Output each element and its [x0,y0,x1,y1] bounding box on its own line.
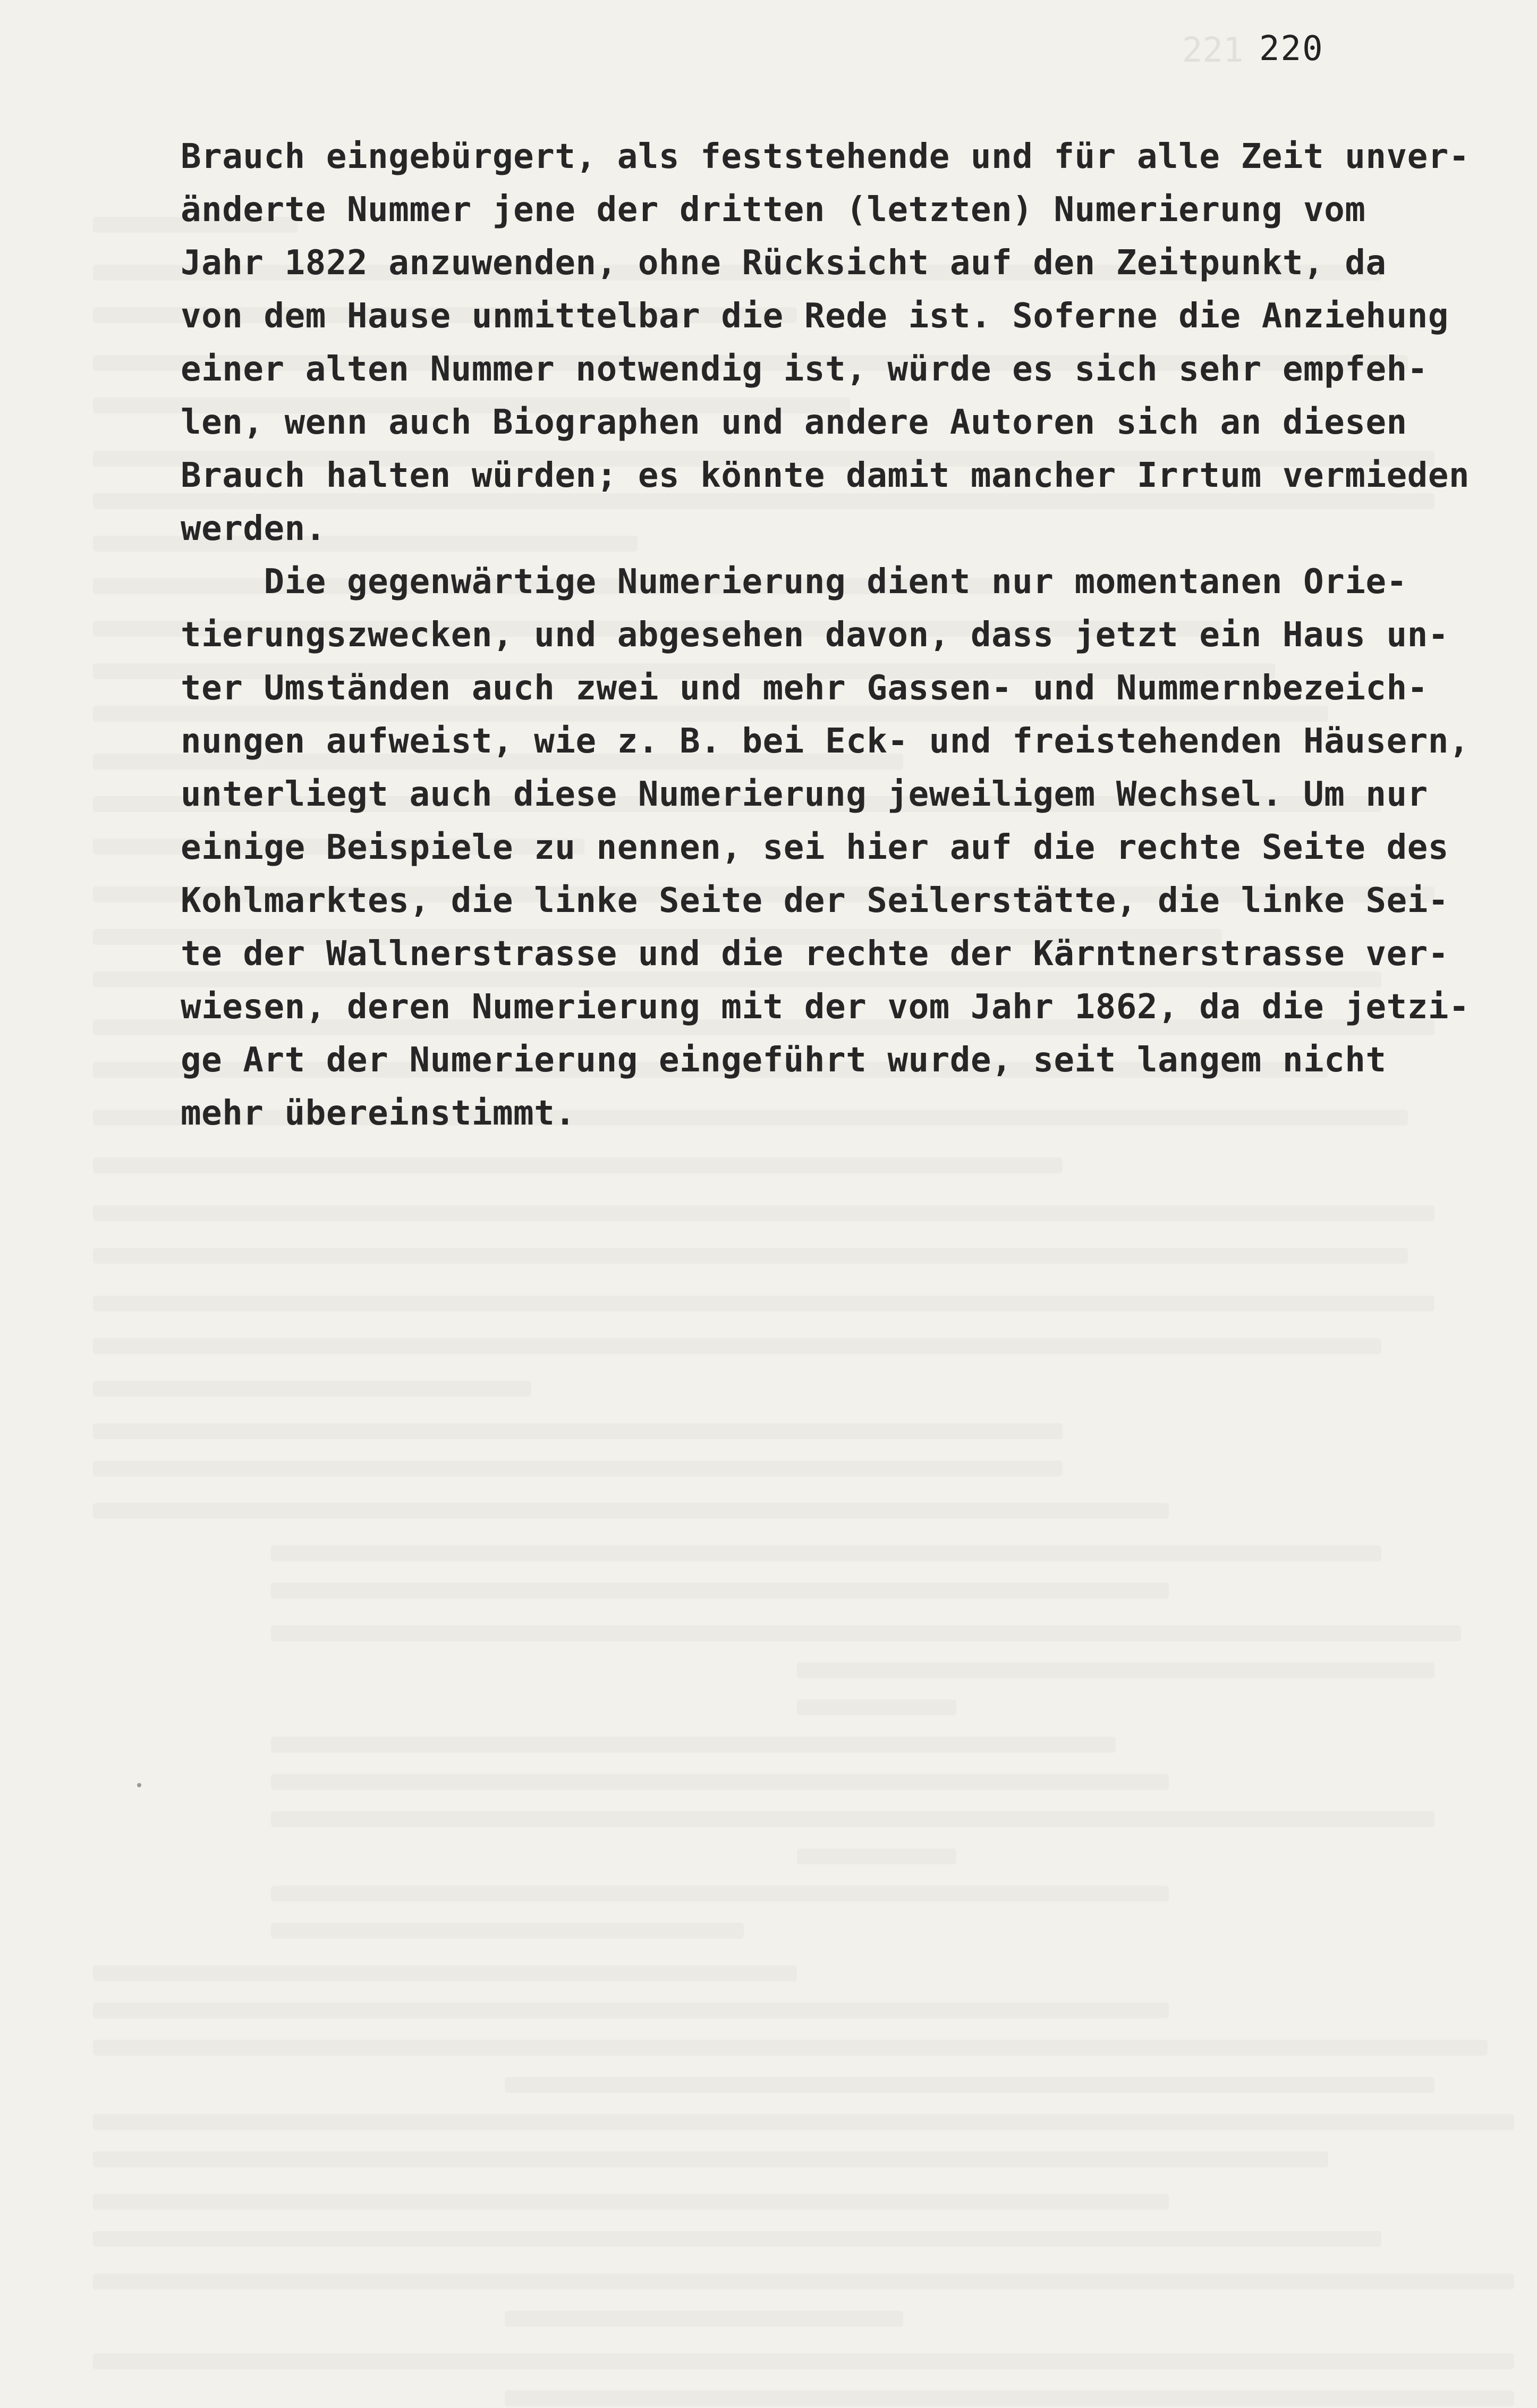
bleed-through-row [797,1700,956,1716]
text-line: änderte Nummer jene der dritten (letzten) Numerierung vom [181,190,1366,230]
text-line: tierungszwecken, und abgesehen davon, dass jetzt ein Haus un- [181,615,1449,655]
bleed-through-page-number: 221 [1182,31,1244,70]
text-line: ter Umständen auch zwei und mehr Gassen- und Nummernbezeich- [181,669,1428,708]
text-line: einer alten Nummer notwendig ist, würde es sich sehr empfeh- [181,350,1428,389]
text-line: mehr übereinstimmt. [181,1094,576,1133]
bleed-through-row [271,1545,1381,1561]
text-line: Jahr 1822 anzuwenden, ohne Rücksicht auf den Zeitpunkt, da [181,243,1387,283]
text-line: wiesen, deren Numerierung mit der vom Jahr 1862, da die jetzi- [181,987,1470,1027]
text-line: te der Wallnerstrasse und die rechte der Kärntnerstrasse ver- [181,934,1449,974]
text-line: ge Art der Numerierung eingeführt wurde, seit langem nicht [181,1041,1387,1080]
bleed-through-row [93,2274,1514,2289]
text-line: len, wenn auch Biographen und andere Autoren sich an diesen [181,403,1407,442]
bleed-through-row [271,1625,1461,1641]
bleed-through-row [93,2151,1328,2167]
bleed-through-row [797,1662,1434,1678]
bleed-through-row [93,1381,531,1397]
bleed-through-row [93,2040,1488,2056]
text-line: nungen aufweist, wie z. B. bei Eck- und freistehenden Häusern, [181,722,1470,761]
bleed-through-row [93,2114,1514,2130]
bleed-through-row [93,1296,1434,1312]
text-line: unterliegt auch diese Numerierung jeweiligem Wechsel. Um nur [181,775,1428,814]
bleed-through-row [505,2390,1514,2406]
bleed-through-row [271,1774,1169,1790]
bleed-through-row [271,1811,1434,1827]
page-number: 220 [1259,29,1324,69]
bleed-through-row [93,1205,1434,1221]
bleed-through-row [271,1737,1116,1753]
bleed-through-row [271,1583,1169,1599]
bleed-through-row [93,1423,1063,1439]
paper-speck [137,1783,141,1787]
text-line: werden. [181,509,326,548]
text-line: Brauch eingebürgert, als feststehende und für alle Zeit unver- [181,137,1470,176]
bleed-through-row [505,2077,1434,2093]
bleed-through-row [93,1338,1381,1354]
paragraph-1 [181,130,1519,555]
text-line: von dem Hause unmittelbar die Rede ist. Soferne die Anziehung [181,297,1449,336]
bleed-through-row [93,2353,1514,2369]
bleed-through-row [93,1503,1169,1519]
text-line: einige Beispiele zu nennen, sei hier auf die rechte Seite des [181,828,1449,867]
paragraph-2 [181,555,1519,1140]
text-line: Brauch halten würden; es könnte damit mancher Irrtum vermieden [181,456,1470,495]
bleed-through-row [93,2194,1169,2210]
bleed-through-row [93,1460,1063,1476]
text-line: Kohlmarktes, die linke Seite der Seilerstätte, die linke Sei- [181,881,1449,920]
bleed-through-row [93,1248,1408,1264]
body-text [181,130,1519,1140]
bleed-through-row [271,1923,744,1939]
bleed-through-row [93,2003,1169,2018]
bleed-through-row [271,1886,1169,1902]
bleed-through-row [93,1965,797,1981]
bleed-through-row [797,1848,956,1864]
bleed-through-row [93,2231,1381,2247]
bleed-through-row [505,2311,903,2327]
text-line: Die gegenwärtige Numerierung dient nur momentanen Orie- [181,562,1407,602]
bleed-through-row [93,1157,1063,1173]
